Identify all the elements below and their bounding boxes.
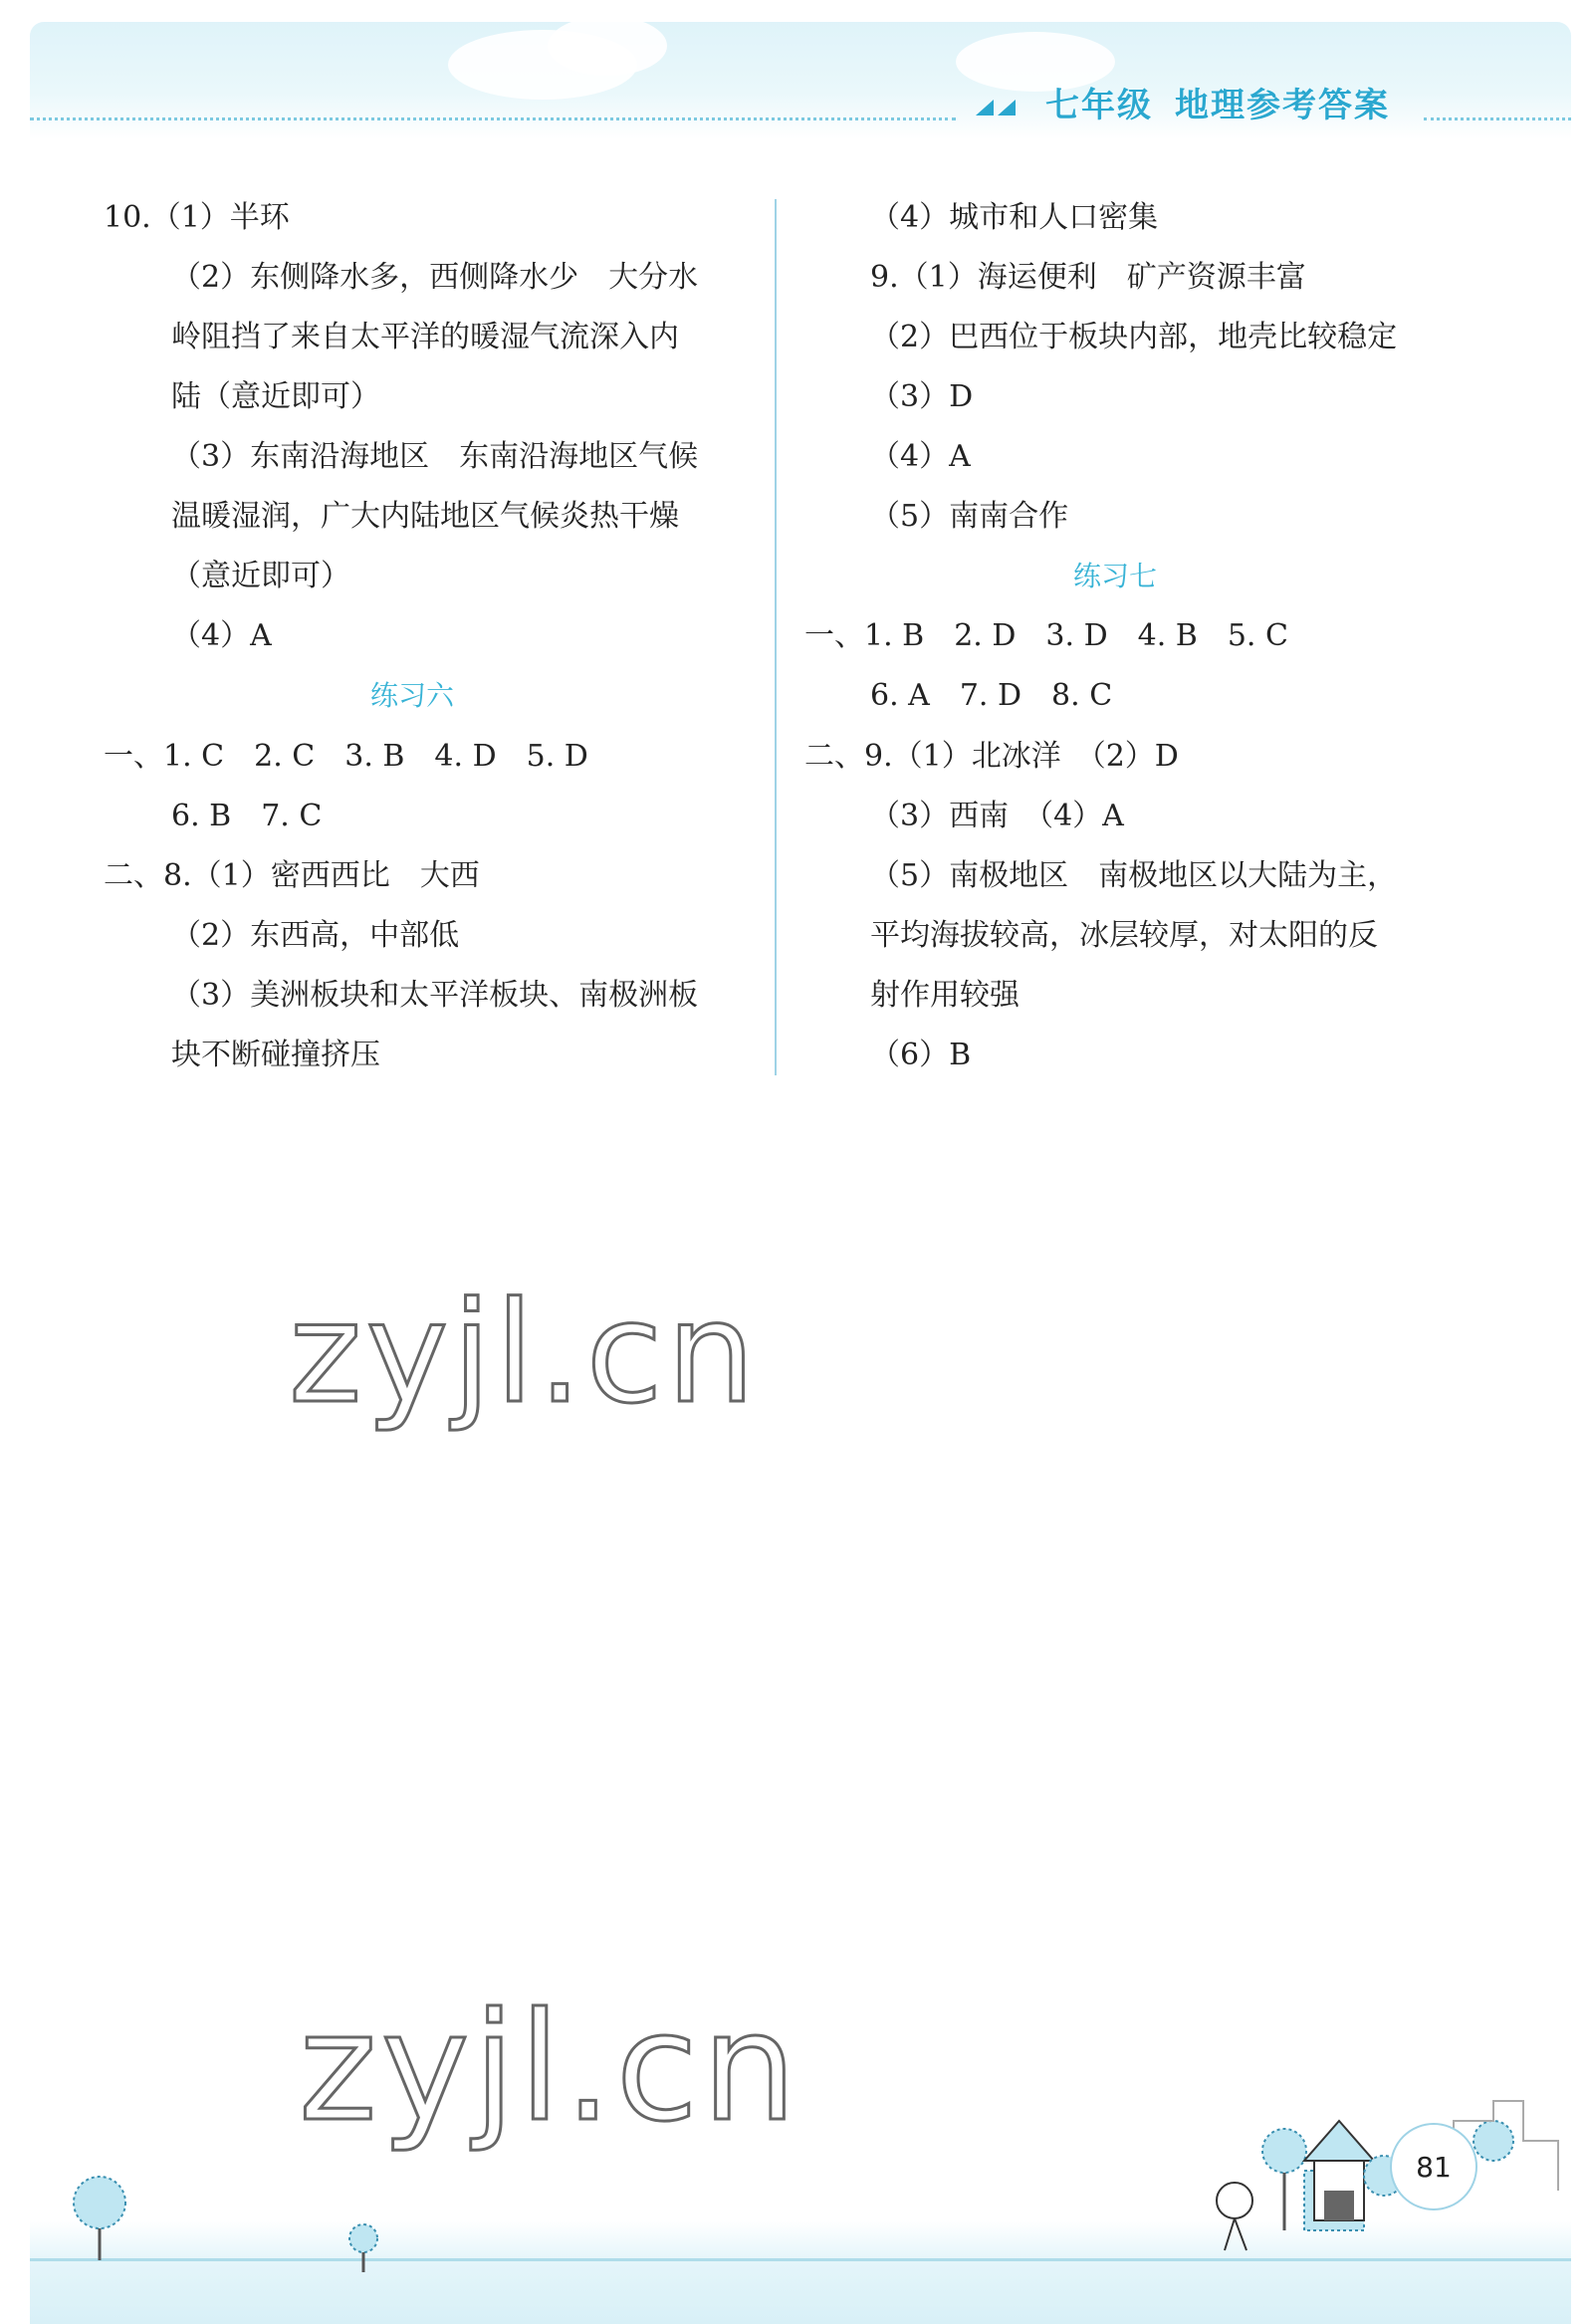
answer-line: 温暖湿润，广大内陆地区气候炎热干燥 bbox=[171, 499, 679, 534]
answer-line: （4）A bbox=[171, 618, 272, 653]
answer-line: 平均海拔较高，冰层较厚，对太阳的反 bbox=[870, 918, 1378, 953]
answer-line: 岭阻挡了来自太平洋的暖湿气流深入内 bbox=[171, 320, 679, 354]
column-divider bbox=[775, 199, 777, 1075]
section-heading-exercise-6: 练习六 bbox=[370, 679, 455, 712]
tree-icon bbox=[339, 2220, 388, 2280]
answer-line: （2）巴西位于板块内部，地壳比较稳定 bbox=[870, 320, 1398, 354]
answer-line: （3）D bbox=[870, 379, 974, 414]
answer-line: 6. A 7. D 8. C bbox=[870, 678, 1113, 713]
answer-line: 射作用较强 bbox=[870, 978, 1020, 1013]
answer-line: （3）美洲板块和太平洋板块、南极洲板 bbox=[171, 978, 699, 1013]
section-heading-exercise-7: 练习七 bbox=[1073, 560, 1158, 592]
tree-icon bbox=[60, 2171, 139, 2270]
answer-line: 二、9.（1）北冰洋 （2）D bbox=[804, 739, 1179, 774]
answer-line: （5）南极地区 南极地区以大陆为主， bbox=[870, 858, 1398, 893]
answer-line: 一、1. C 2. C 3. B 4. D 5. D bbox=[104, 739, 588, 774]
answer-line: （2）东西高，中部低 bbox=[171, 918, 460, 953]
answer-line: 二、8.（1）密西西比 大西 bbox=[104, 858, 480, 893]
answer-line: （3）西南 （4）A bbox=[870, 799, 1124, 833]
header-title bbox=[1045, 78, 1390, 126]
answer-line: （3）东南沿海地区 东南沿海地区气候 bbox=[171, 439, 699, 474]
grade-label: 七年级 bbox=[1045, 86, 1153, 125]
subject-label: 地理参考答案 bbox=[1175, 86, 1390, 125]
answer-line: 10.（1）半环 bbox=[104, 200, 290, 235]
answer-line: 陆（意近即可） bbox=[171, 379, 380, 414]
answer-line: （意近即可） bbox=[171, 559, 350, 593]
triangle-icon bbox=[976, 100, 994, 116]
answer-line: 6. B 7. C bbox=[171, 799, 323, 833]
answer-line: （2）东侧降水多，西侧降水少 大分水 bbox=[171, 260, 699, 295]
answer-line: 9.（1）海运便利 矿产资源丰富 bbox=[870, 260, 1306, 295]
answer-line: （4）城市和人口密集 bbox=[870, 200, 1159, 235]
header-dotted-rule bbox=[30, 117, 956, 120]
town-scene-icon bbox=[1165, 2081, 1573, 2270]
header-dotted-rule bbox=[1424, 117, 1571, 120]
answer-line: 块不断碰撞挤压 bbox=[171, 1038, 380, 1072]
answer-line: （6）B bbox=[870, 1038, 972, 1072]
answer-line: （4）A bbox=[870, 439, 971, 474]
answer-line: （5）南南合作 bbox=[870, 499, 1069, 534]
watermark-text: zyjl.cn bbox=[299, 1981, 801, 2155]
answer-line: 一、1. B 2. D 3. D 4. B 5. C bbox=[804, 618, 1288, 653]
watermark-text: zyjl.cn bbox=[289, 1273, 760, 1435]
cloud-decoration bbox=[548, 16, 667, 76]
triangle-icon bbox=[998, 100, 1016, 116]
page-number: 81 bbox=[1390, 2123, 1477, 2210]
